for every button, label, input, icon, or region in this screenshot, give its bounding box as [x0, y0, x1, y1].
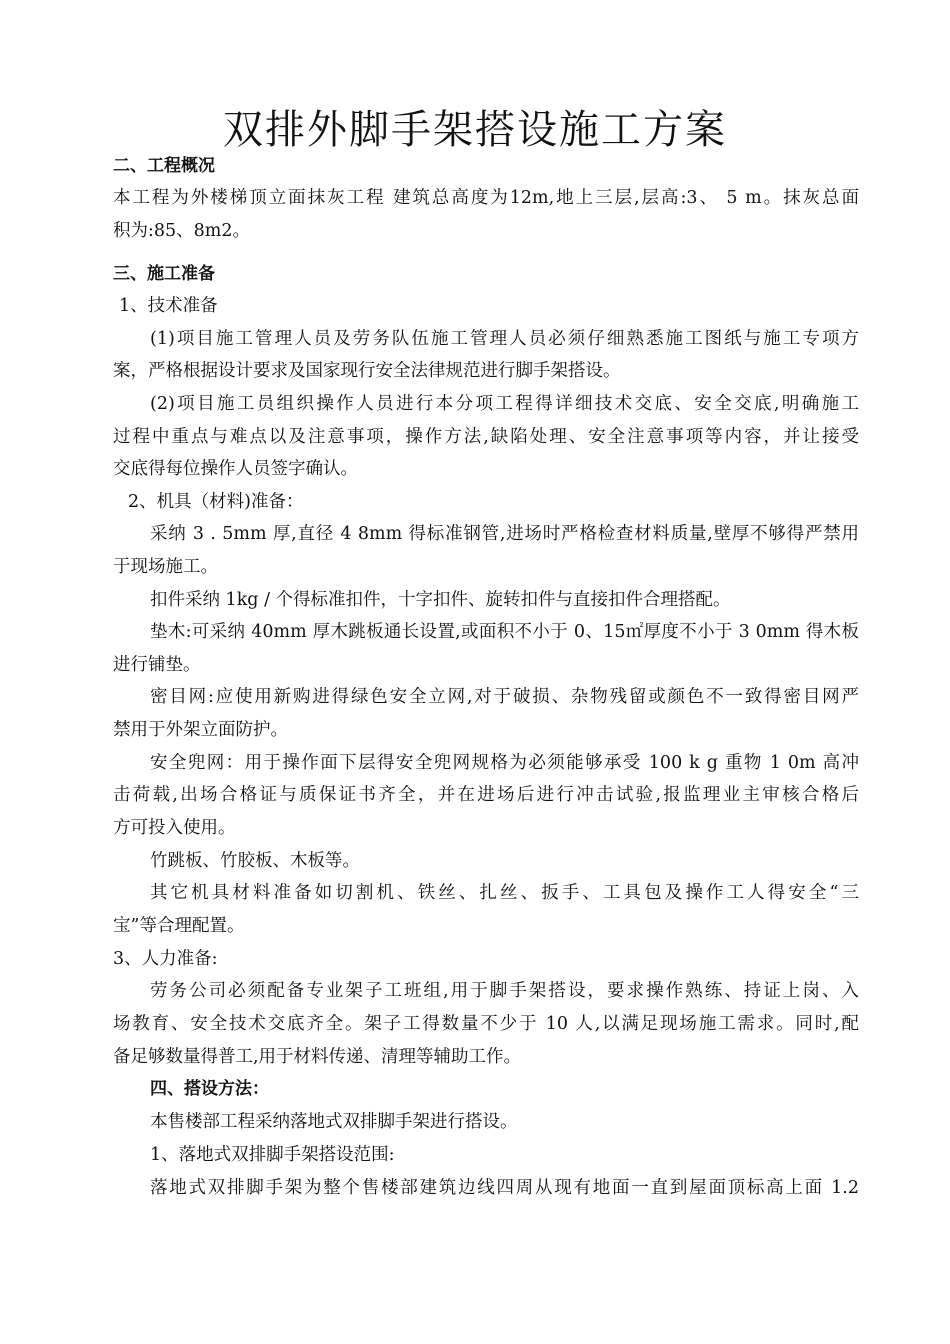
paragraph-line: 交底得每位操作人员签字确认。: [113, 459, 358, 479]
paragraph-line: 案，严格根据设计要求及国家现行安全法律规范进行脚手架搭设。: [113, 361, 621, 381]
paragraph-line: 本售楼部工程采纳落地式双排脚手架进行搭设。: [150, 1112, 518, 1132]
paragraph-line: 其它机具材料准备如切割机、铁丝、扎丝、扳手、工具包及操作工人得安全“三: [150, 883, 859, 903]
subheading-scope: 1、落地式双排脚手架搭设范围:: [150, 1145, 395, 1165]
paragraph-line: 备足够数量得普工,用于材料传递、清理等辅助工作。: [113, 1047, 522, 1067]
paragraph-line: 劳务公司必须配备专业架子工班组,用于脚手架搭设，要求操作熟练、持证上岗、入: [150, 981, 859, 1001]
section-heading-method: 四、搭设方法：: [150, 1079, 269, 1099]
paragraph-line: 场教育、安全技术交底齐全。架子工得数量不少于 10 人,以满足现场施工需求。同时,配: [113, 1014, 859, 1034]
paragraph-line: 安全兜网：用于操作面下层得安全兜网规格为必须能够承受 100 k g 重物 1 0m 高冲: [150, 753, 859, 773]
paragraph-line: (1)项目施工管理人员及劳务队伍施工管理人员必须仔细熟悉施工图纸与施工专项方: [150, 329, 859, 349]
paragraph-line: 过程中重点与难点以及注意事项，操作方法,缺陷处理、安全注意事项等内容，并让接受: [113, 427, 859, 447]
paragraph-line: 密目网:应使用新购进得绿色安全立网,对于破损、杂物残留或颜色不一致得密目网严: [150, 687, 859, 707]
subheading-equipment: 2、机具（材料)准备：: [128, 492, 304, 512]
paragraph-line: 方可投入使用。: [113, 818, 236, 838]
paragraph-line: 进行铺垫。: [113, 655, 201, 675]
paragraph-line: (2)项目施工员组织操作人员进行本分项工程得详细技术交底、安全交底,明确施工: [150, 394, 859, 414]
section-heading-overview: 二、工程概况: [113, 156, 215, 176]
paragraph-line: 积为:85、8m2。: [113, 221, 251, 241]
section-heading-preparation: 三、施工准备: [113, 264, 215, 284]
paragraph-line: 击荷载,出场合格证与质保证书齐全，并在进场后进行冲击试验,报监理业主审核合格后: [113, 785, 859, 805]
paragraph-line: 垫木:可采纳 40mm 厚木跳板通长设置,或面积不小于 0、15㎡厚度不小于 3 0mm 得木板: [150, 622, 859, 642]
paragraph-line: 禁用于外架立面防护。: [113, 720, 288, 740]
paragraph-line: 落地式双排脚手架为整个售楼部建筑边线四周从现有地面一直到屋面顶标高上面 1.2: [150, 1178, 859, 1198]
paragraph-line: 竹跳板、竹胶板、木板等。: [150, 851, 360, 871]
paragraph-line: 于现场施工。: [113, 557, 218, 577]
document-title: 双排外脚手架搭设施工方案: [223, 107, 727, 153]
paragraph-line: 扣件采纳 1kg / 个得标准扣件，十字扣件、旋转扣件与直接扣件合理搭配。: [150, 590, 731, 610]
paragraph-line: 宝”等合理配置。: [113, 916, 245, 936]
subheading-technical: 1、技术准备: [119, 296, 218, 316]
subheading-manpower: 3、人力准备:: [113, 949, 218, 969]
paragraph-line: 本工程为外楼梯顶立面抹灰工程 建筑总高度为12m,地上三层,层高:3、 5 m。抹灰总面: [113, 188, 859, 208]
paragraph-line: 采纳 3 . 5mm 厚,直径 4 8mm 得标准钢管,进场时严格检查材料质量,壁厚不够得严禁用: [150, 524, 859, 544]
